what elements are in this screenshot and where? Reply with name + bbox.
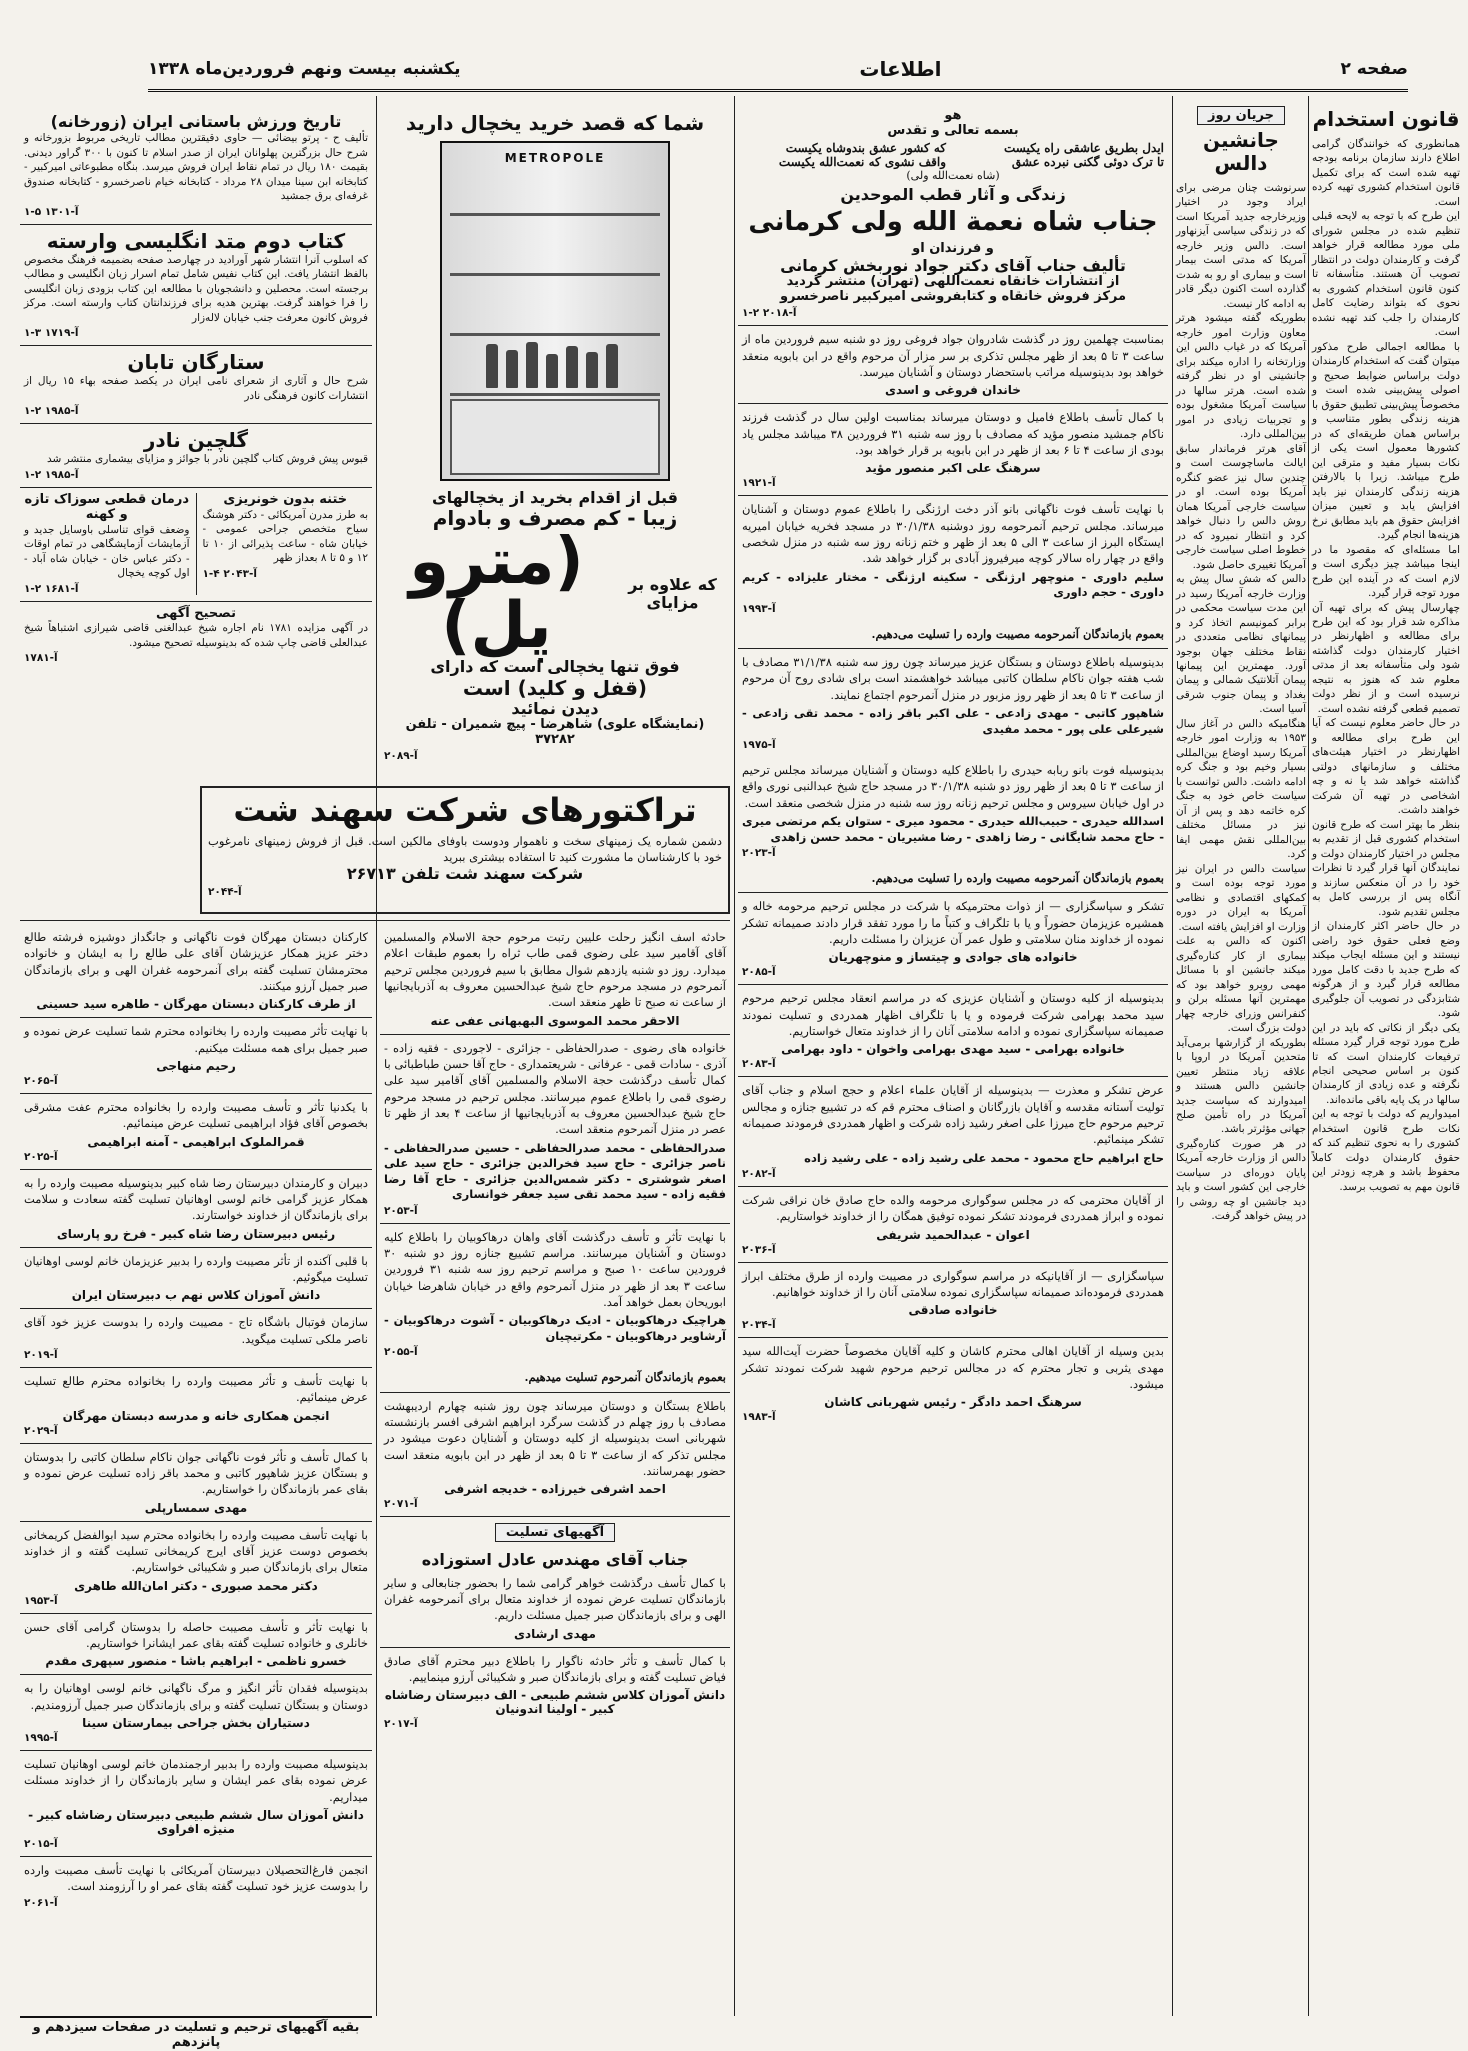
fridge-brand-label: METROPOLE	[504, 151, 606, 165]
notice-signature: اسدالله حیدری - حبیب‌الله حیدری - محمود میری - ستوان یکم مرتضی میری - حاج محمد شایگانی - رضا زاهدی - رضا مشیریان - محمد حسن زاهدی	[742, 814, 1164, 844]
book-sale: مرکز فروش خانقاه و کتابفروشی امیرکبیر ناصرخسرو	[779, 289, 1127, 305]
ad-code: آ-۲۰۲۹	[24, 1424, 58, 1437]
notice-text: بعموم بازماندگان آنمرحومه مصیبت وارده را تسلیت می‌دهیم.	[871, 871, 1164, 886]
notice-text: کارکنان دبستان مهرگان فوت ناگهانی و جانگداز دوشیزه فرشته طالع دختر عزیز همکار عزیزشان آقای علی طالع را به ایشان و خانواده محترمشان تسلیت گفته برای آنمرحومه غفران الهی و برای بازماندگان صبر جمیل آرزو میکنند.	[24, 930, 368, 993]
column-rule	[1172, 96, 1173, 2016]
editorial-column	[1312, 108, 1460, 2008]
poem-line: ایدل بطریق عاشقی راه یکیست	[1004, 140, 1164, 155]
notice-text: با نهایت تأسف فوت ناگهانی بانو آذر دخت ارژنگی را باطلاع عموم دوستان و آشنایان میرساند. مجلس ترحیم آنمرحومه روز دوشنبه ۳۰/۱/۳۸ در مسجد فخریه خیابان امیریه ایستگاه البرز از ساعت ۳ الی ۵ بعد از ظهر و ختم زنانه روز سه شنبه در منزل شخصی واقع در چهار راه سالار کوچه میرفیروز آبادی بر گزار خواهد شد.	[742, 502, 1164, 566]
editorial-paragraph: چهارسال پیش که برای تهیه آن مذاکره شد قرار بود که این طرح برای مطالعه و اظهارنظر در اختیار کارمندان دولت گذاشته شود ولی متأسفانه بعد از مدتی معلوم شد که هنوز به نتیجه نرسیده است و از نظر دولت تصمیم قطعی گرفته نشده است.	[1312, 601, 1460, 715]
notice	[20, 1094, 372, 1170]
notice-text: بدینوسیله مصیبت وارده را بدبیر ارجمندمان خانم لوسی اوهانیان تسلیت عرض نموده بقای عمر ایشان و سایر بازماندگان را از خداوند مسئلت میداریم.	[24, 1756, 368, 1804]
ad-code: آ-۱۶۸۱ ۲-۱	[24, 582, 79, 595]
showroom-address: (نمایشگاه علوی) شاهرضا - پیچ شمیران - تلفن ۳۷۲۸۲	[405, 717, 705, 748]
news-title: جانشین دالس	[1203, 128, 1279, 175]
ad-code: آ-۲۰۸۳	[742, 1058, 776, 1071]
ad-code: آ-۱۹۲۱	[742, 477, 776, 490]
notice-signature: حاج ابراهیم حاج محمود - محمد علی رشید زاده - علی رشید زاده	[804, 1150, 1164, 1165]
notice-signature: دانش آموزان سال ششم طبیعی دبیرستان رضاشاه کبیر - منیژه افراوی	[28, 1807, 364, 1836]
ad-code: آ-۲۰۱۷	[384, 1718, 418, 1731]
masthead	[148, 48, 1408, 92]
editorial-body	[1312, 137, 1460, 1194]
notice	[20, 1309, 372, 1368]
news-paragraph: بطوریکه از گزارشها برمی‌آید متحدین آمریکا در اروپا با علاقه زیاد منتظر تعیین جانشین دالس هستند و امیدوارند که سیاست جدید آمریکا در راه تأمین صلح جهانی مؤثرتر باشد.	[1176, 1036, 1306, 1136]
fridge-ad-line: که علاوه بر مزایای	[628, 575, 717, 613]
notice	[20, 1170, 372, 1248]
notice	[380, 1393, 730, 1518]
fridge-ad-line: دیدن نمائید	[511, 698, 599, 718]
editorial-paragraph: این طرح که با توجه به لایحه قبلی تنظیم شده در مجلس شورای ملی مورد مطالعه قرار خواهد گرفت و کارمندان دولت در انتظار تصویب آن هستند. متأسفانه تا کنون قانون استخدام کشوری به نحوی که بتواند رضایت کامل کارمندان را جلب کند تهیه نشده است.	[1312, 210, 1460, 339]
editorial-paragraph: اما مسئله‌ای که مقصود ما در اینجا میباشد چیز دیگری است و لازم است که در آینده این طرح مورد توجه قرار گیرد.	[1312, 543, 1460, 600]
classified-ad	[20, 108, 372, 225]
classified-title: ستارگان تابان	[127, 350, 265, 375]
ad-code: آ-۲۰۸۹	[384, 750, 418, 763]
ad-code: آ-۲۰۳۴	[742, 1319, 776, 1332]
condolence	[380, 1570, 730, 1648]
condolence-column	[20, 924, 372, 2016]
fridge-ad-line: قبل از اقدام بخرید از یخچالهای	[431, 488, 678, 507]
news-paragraph: بطوریکه گفته میشود هرتر معاون وزارت امور خارجه آمریکا که در غیاب دالس این وزارتخانه را اداره میکند برای جانشینی او در نظر گرفته شده است. هرتر سالها در سیاست آمریکا مشغول بوده و تجربیات زیادی در امور بین‌المللی دارد.	[1176, 312, 1306, 441]
notice	[738, 404, 1168, 496]
notice-text: با قلبی آکنده از تأثر مصیبت وارده را بدبیر عزیزمان خانم لوسی اوهانیان تسلیت میگوئیم.	[24, 1253, 368, 1284]
news-paragraph: اکنون که دالس به علت بیماری از کار کناره‌گیری میکند جانشین او با مسائل مهمی روبرو خواهد بود که مهمترین آنها مسئله برلن و کنفرانس وزرای خارجه چهار دولت بزرگ است.	[1176, 935, 1306, 1035]
condolence	[380, 1546, 730, 1569]
notice-signature: رحیم منهاجی	[156, 1058, 236, 1073]
news-paragraph: هنگامیکه دالس در آغاز سال ۱۹۵۳ به وزارت امور خارجه آمریکا رسید اوضاع بین‌المللی بسیار وخیم بود و جنگ کره ادامه داشت. دالس توانست با سیاست خاص خود به جنگ کره خاتمه دهد و پس از آن نیز در مسائل مختلف بین‌المللی نقش مهمی ایفا کرد.	[1176, 717, 1306, 861]
notice	[20, 1444, 372, 1522]
ad-code: آ-۱۹۹۳	[742, 602, 776, 615]
section-rule	[20, 920, 730, 921]
notice-text: با کمال تأسف باطلاع فامیل و دوستان میرساند بمناسبت اولین سال در گذشت فرزند ناکام جمشید منصور مؤید که مصادف با روز سه شنبه ۳۱ فروردین ۳۸ میباشد مجلس یاد بودی از ساعت ۴ تا ۶ بعد از ظهر در ابن بابویه بر قرار خواهد بود.	[742, 410, 1164, 457]
notice-text: انجمن فارغ‌التحصیلان دبیرستان آمریکائی با نهایت تأسف مصیبت وارده را بدوست عزیز خود تسلیت گفته بقای عمر او را آرزومند است.	[24, 1862, 368, 1894]
notice	[20, 1751, 372, 1857]
notice-signature: مهدی سمسارپلی	[144, 1500, 248, 1515]
fridge-shelf	[450, 213, 660, 216]
ad-code: آ-۱۳۰۱ ۵-۱	[24, 205, 79, 218]
book-and: و فرزندان او	[912, 241, 994, 257]
ad-code: آ-۲۰۳۶	[742, 1243, 776, 1256]
notice-text: بدین وسیله از آقایان اهالی محترم کاشان و کلیه آقایان مخصوصاً حضرت آیت‌الله سید مهدی یثربی و تجار محترم که در مجالس ترحیم مرحوم شهید شرکت نمودند تشکر میشود.	[742, 1344, 1164, 1392]
ad-code: آ-۲۰۸۲	[742, 1168, 776, 1181]
editorial-paragraph: امیدواریم که دولت با توجه به این نکات طرح قانون استخدام کشوری را به نحوی تنظیم کند که حقوق کارمندان دولت کاملاً محفوظ باشد و هرچه زودتر این قانون مهم به تصویب برسد.	[1312, 1108, 1460, 1193]
notice-signature: مهدی ارشادی	[514, 1626, 596, 1641]
tractor-ad-title: تراکتورهای شرکت سهند شت	[233, 791, 697, 829]
correction-notice	[20, 602, 372, 671]
continued-notice: بقیه آگهیهای ترحیم و تسلیت در صفحات سیزدهم و پانزدهم	[32, 2020, 360, 2050]
fridge-crisper	[450, 399, 660, 475]
notice-signature: سلیم داوری - منوچهر ارژنگی - سکینه ارژنگی - مختار علیزاده - کریم داوری - حجم داوری	[742, 569, 1164, 600]
issue-date: یکشنبه بیست ونهم فروردین‌ماه ۱۳۳۸	[148, 58, 461, 79]
notice	[738, 621, 1168, 649]
column-rule	[1308, 96, 1309, 2016]
editorial-paragraph: در حال حاضر اکثر کارمندان از وضع فعلی حقوق خود راضی نیستند و این مسئله ایجاب میکند که طرح جدید با دقت کامل مورد مطالعه قرار گیرد و از هرگونه شتابزدگی در تصویب آن جلوگیری شود.	[1312, 920, 1460, 1020]
ad-code: آ-۱۹۸۵ ۲-۱	[24, 405, 79, 418]
ad-code: آ-۱۷۱۹ ۳-۱	[24, 327, 79, 340]
ad-code: آ-۲۰۴۴	[208, 885, 242, 898]
ad-code: آ-۲۰۴۳ ۴-۱	[202, 567, 257, 580]
poem-credit: (شاه نعمت‌الله ولی)	[906, 168, 1000, 182]
notice-signature: اعوان - عبدالحمید شریفی	[876, 1227, 1030, 1242]
condolence-recipient: جناب آقای مهندس عادل استوزاده	[421, 1550, 689, 1570]
notice-signature: خانواده بهرامی - سید مهدی بهرامی واخوان - داود بهرامی	[781, 1042, 1125, 1057]
classified-body: شرح حال و آثاری از شعرای نامی ایران در یکصد صفحه بهاء ۱۵ ریال از انتشارات کانون فرهنگی نادر	[24, 375, 369, 402]
notice-signature: هراچیک درهاکوبیان - ادیک درهاکوبیان - آشوت درهاکوبیان - آرشاویر درهاکوبیان - مکرتیچیان	[384, 1313, 726, 1343]
section-label: جریان روز	[1197, 106, 1285, 125]
notice	[20, 1522, 372, 1614]
tractor-ad-company: شرکت سهند شت تلفن ۲۶۷۱۳	[346, 864, 584, 884]
page-number: صفحه ۲	[1340, 58, 1408, 79]
notice-signature: الاحقر محمد الموسوی البهبهانی عفی عنه	[430, 1013, 680, 1028]
section-label: آگهیهای تسلیت	[495, 1523, 615, 1542]
notice	[380, 1364, 730, 1392]
notice-signature: از طرف کارکنان دبستان مهرگان - طاهره سید حسینی	[36, 997, 356, 1012]
ad-code: آ-۲۰۱۹	[24, 1348, 58, 1361]
classified-body: تألیف ح - پرتو بیضائی — حاوی دقیقترین مطالب تاریخی مربوط بزورخانه و شرح حال بزرگترین پهلوانان ایران از صدر اسلام تا کنون با ۳۰۰ گراور دیدنی. بقیمت ۱۸۰ ریال در تمام نقاط ایران فروش میرسد. بنگاه مطبوعاتی امیرکبیر - کتابخانه ابن سینا میدان ۲۸ مرداد - کتابخانه خیام ناصرخسرو - کتابخانه صندوق غرفه‌ای برق جمشید	[24, 132, 368, 203]
notice-signature: خاندان فروغی و اسدی	[885, 383, 1021, 398]
fridge-ad-line: فوق تنها یخچالی است که دارای	[430, 657, 680, 677]
notice	[20, 1368, 372, 1444]
news-column	[1176, 104, 1306, 2004]
notice-text: بدینوسیله از کلیه دوستان و آشنایان عزیزی که در مراسم انعقاد مجلس ترحیم مرحوم سید محمد بهرامی شرکت فرموده و یا با تلگراف اظهار همدردی و تسلیت نمودند صمیمانه سپاسگزاری نموده و ادامه سلامتی آنان را از خداوند متعال خواستاریم.	[742, 991, 1164, 1038]
notice	[20, 1248, 372, 1310]
fridge-bottles	[482, 339, 632, 391]
fridge-ad-line: زیبا - کم مصرف و بادوام	[432, 506, 678, 531]
classified-ad	[196, 493, 369, 595]
news-paragraph: دالس که شش سال پیش به وزارت خارجه آمریکا رسید در این مدت سیاست محکمی در برابر کمونیسم اتخاذ کرد و پیمانهای نظامی متعددی در نقاط مختلف جهان بوجود آورد. مهمترین این پیمانها پیمان آتلانتیک شمالی و پیمان بغداد و پیمان جنوب شرقی آسیا است.	[1176, 573, 1306, 716]
notice-text: خانواده های رضوی - صدرالحفاظی - جزائری - لاجوردی - فقیه زاده - آذری - سادات قمی - عرفانی - شریعتمداری - حاج آقا حسن طباطبائی با کمال تأسف درگذشت حجة الاسلام والمسلمین آقای آقامیر سید علی رضوی قمی را باطلاع عموم میرسانند. مجلس ترحیم در مسجد مرحوم حاج شیخ عبدالحسین معروف به آذربایجانیها از ساعت ۴ بعد از ظهر تا عصر در منزل آنمرحوم منعقد است.	[384, 1040, 726, 1137]
ad-code: آ-۲۰۵۳	[384, 1204, 418, 1217]
notice-text: تشکر و سپاسگزاری — از ذوات محترمیکه با شرکت در مجلس ترحیم مرحومه خاله و همشیره عزیزمان حضوراً و یا با تلگراف و کتباً ما را مورد تفقد قرار دادند صمیمانه تشکر نموده از خداوند منان سلامتی و طول عمر آن عزیزان را مسئلت داریم.	[742, 899, 1164, 947]
notice	[380, 1035, 730, 1224]
news-body	[1176, 181, 1306, 1224]
brand-name: (مترو پل)	[409, 525, 584, 664]
correction-body: در آگهی مزایده ۱۷۸۱ نام اجاره شیخ عبدالغنی قاضی شیرازی اشتباهاً شیخ عبدالعلی قاضی چاپ شده که بدینوسیله تصحیح میشود.	[24, 622, 368, 649]
classified-body: که اسلوب آنرا انتشار شهر آورادید در چهارصد صفحه بضمیمه فرهنگ مخصوص بالفظ انتشار یافت. این کتاب نفیس شامل تمام اسرار زبان انگلیسی و مطالب برجسته است. محصلین و دانشجویان با مطالعه این کتاب بزودی زبان انگلیسی را فرا خواهند گرفت. بهترین هدیه برای فرزندانتان کتاب وارسته است. مرکز فروش کانون معرفت جنب خیابان لاله‌زار	[24, 253, 368, 324]
notice-signature: انجمن همکاری خانه و مدرسه دبستان مهرگان	[62, 1408, 330, 1423]
fridge-shelf	[450, 393, 660, 396]
news-paragraph: در هر صورت کناره‌گیری دالس از وزارت خارجه آمریکا پایان دوره‌ای در سیاست خارجی این کشور است و باید دید جانشین او چه روشی را در پیش خواهد گرفت.	[1176, 1137, 1306, 1223]
book-subject: جناب شاه نعمة الله ولی کرمانی	[748, 207, 1158, 238]
notice-text: سازمان فوتبال باشگاه تاج - مصیبت وارده را بدوست عزیز خود آقای ناصر ملکی تسلیت میگوید.	[24, 1315, 368, 1346]
editorial-paragraph: یکی دیگر از نکاتی که باید در این طرح مورد توجه قرار گیرد مسئله ترفیعات کارمندان است که تا کنون بر اساس صحیحی انجام نگرفته و عده زیادی از کارمندان سالها در یک پایه باقی مانده‌اند.	[1312, 1021, 1460, 1106]
bottle	[606, 344, 618, 388]
editorial-paragraph: همانطوری که خوانندگان گرامی اطلاع دارند سازمان برنامه بودجه تهیه شده است که برای تکمیل قانون استخدام کشوری تهیه کرده است.	[1312, 138, 1460, 208]
notices-column	[738, 104, 1168, 2010]
bottle	[546, 354, 558, 388]
notice-signature: دکتر محمد صبوری - دکتر امان‌الله طاهری	[74, 1578, 318, 1593]
notice-text: با نهایت تأسف مصیبت وارده را بخانواده محترم سید ابوالفضل کریمخانی بخصوص دوست عزیز آقای ایرج کریمخانی تسلیت گفته و از خداوند متعال برای بازماندگان صبر و شکیبائی خواستاریم.	[24, 1527, 368, 1575]
small-ads-row	[20, 488, 372, 602]
news-paragraph: سیاست دالس در ایران نیز مورد توجه بوده است و کمکهای اقتصادی و نظامی آمریکا به ایران در دوره وزارت او افزایش یافته است.	[1176, 862, 1306, 933]
ad-code: آ-۲۰۲۵	[24, 1150, 58, 1163]
book-ad	[738, 104, 1168, 326]
notice	[738, 893, 1168, 985]
notice	[380, 924, 730, 1035]
condolence	[380, 1648, 730, 1737]
classifieds-column	[20, 108, 372, 770]
ad-code: آ-۲۰۷۱	[384, 1498, 418, 1511]
bottle	[566, 346, 578, 388]
notice	[738, 326, 1168, 404]
classified-title: کتاب دوم متد انگلیسی وارسته	[46, 228, 346, 253]
notice-signature: قمرالملوک ابراهیمی - آمنه ابراهیمی	[87, 1134, 305, 1149]
classified-ad	[20, 424, 372, 487]
tractor-ad-body: دشمن شماره یک زمینهای سخت و ناهموار ودوست باوفای مالکین است. قبل از فروش زمینهای نامرغوب خود با کارشناسان ما مشورت کنید تا استفاده بیشتری ببرید	[208, 833, 722, 865]
brand-row	[384, 525, 726, 664]
bottle	[486, 344, 498, 388]
news-paragraph: سرنوشت چنان مرضی برای ایراد وجود در اختیار وزیرخارجه جدید آمریکا است که در زندگی سیاسی آیزنهاور است. دالس وزیر خارجه آمریکا که مدتی است بیمار است و بیماری او رو به شدت گذارده است اکنون دیگر قادر به ادامه کار نیست.	[1176, 182, 1306, 310]
notice-text: با یکدنیا تأثر و تأسف مصیبت وارده را بخانواده محترم عفت مشرقی بخصوص آقای فؤاد ابراهیمی تسلیت عرض مینمائیم.	[24, 1099, 368, 1131]
news-paragraph: آقای هرتر فرماندار سابق ایالت ماساچوست است و چندین سال نیز عضو کنگره آمریکا بوده است. او در سیاست خارجی آمریکا همان روش دالس را دنبال خواهد کرد و انتظار نمیرود که در خطوط اصلی سیاست خارجی آمریکا تغییری حاصل شود.	[1176, 442, 1306, 571]
notice-text: با نهایت تأثر مصیبت وارده را بخانواده محترم شما تسلیت عرض نموده و صبر جمیل برای همه مسئلت میکنیم.	[24, 1024, 368, 1055]
notice	[20, 1857, 372, 1915]
fridge-ad	[380, 108, 730, 783]
ad-code: آ-۲۰۶۱	[24, 1896, 58, 1909]
poem	[742, 141, 1164, 169]
notice-text: بعموم بازماندگان آنمرحومه مصیبت وارده را تسلیت می‌دهیم.	[871, 626, 1164, 641]
fridge-shelf	[450, 273, 660, 276]
ad-code: آ-۲۰۸۵	[742, 966, 776, 979]
bottle	[526, 342, 538, 388]
notice-signature: دانش آموزان کلاس ششم طبیعی - الف دبیرستان رضاشاه کبیر - اولینا اندونیان	[384, 1688, 726, 1717]
obituary-column	[380, 924, 730, 2010]
fridge-ad-line: (قفل و کلید) است	[462, 675, 648, 700]
notice-text: بمناسبت چهلمین روز در گذشت شادروان جواد فروغی روز دو شنبه سیم فروردین ماه از ساعت ۳ تا ۵ بعد از ظهر مجلس تذکری بر سر مزار آن مرحوم واقع در ابن بابویه منعقد خواهد بود بدینوسیله مراتب باستحضار دوستان و آشنایان میرسد.	[742, 332, 1164, 380]
ad-code: آ-۲۰۵۵	[384, 1346, 418, 1359]
classified-title: گلچین نادر	[143, 428, 249, 453]
notice-text: بدینوسیله باطلاع دوستان و بستگان عزیز میرساند چون روز سه شنبه ۳۱/۱/۳۸ مصادف با شب هفته جوان ناکام سلطان کاتبی میباشد خواهشمند است برای شادی روح آن مرحوم از ساعت ۳ تا ۵ بعد از ظهر روز مزبور در منزل آنمرحوم اجتماع نمایند.	[742, 655, 1164, 702]
notice-text: بعموم بازماندگان آنمرحوم تسلیت میدهیم.	[524, 1370, 726, 1385]
notice	[380, 1224, 730, 1365]
bismillah: بسمه تعالی و تقدس	[887, 122, 1019, 138]
classified-ad	[20, 346, 372, 424]
notice-text: با کمال تأسف و تأثر فوت ناگهانی جوان ناکام سلطان کاتبی را بدوستان و بستگان عزیز شاهپور کاتبی و محمد باقر زاده تسلیت عرض نموده و بقای عمر بازماندگان را خواستاریم.	[24, 1449, 368, 1497]
invocation: هو	[944, 108, 962, 123]
book-publisher: از انتشارات خانقاه نعمت‌اللهی (تهران) منتشر گردید	[786, 274, 1120, 290]
notice-signature: سرهنگ علی اکبر منصور مؤید	[865, 461, 1041, 476]
notice-text: با نهایت تأثر و تأسف درگذشت آقای واهان درهاکوبیان را باطلاع کلیه دوستان و آشنایان میرسانند. مراسم تشییع جنازه روز دو شنبه ۳۰ فروردین ساعت ۱۰ صبح و مراسم ترحیم روز سه شنبه ۳۱ فروردین ساعت ۳ بعد از ظهر در منزل آنمرحوم واقع در خیابان شاهرضا خیابان ابوریحان بعمل خواهد آمد.	[384, 1229, 727, 1309]
notice	[738, 865, 1168, 893]
classified-title: درمان قطعی سوزاک تازه و کهنه	[24, 491, 190, 522]
editorial-title: قانون استخدام	[1312, 107, 1460, 131]
notice-text: بدینوسیله فقدان تأثر انگیز و مرگ ناگهانی خانم لوسی اوهانیان را به دوستان و بستگان تسلیت گفته و برای بازماندگان صبر جمیل آرزومندیم.	[24, 1681, 368, 1712]
ad-code: آ-۱۹۸۳	[742, 1411, 776, 1424]
ad-code: آ-۲۰۲۳	[742, 847, 776, 860]
notice-text: دبیران و کارمندان دبیرستان رضا شاه کبیر بدینوسیله مصیبت وارده را به همکار عزیز گرامی خانم لوسی اوهانیان تسلیت گفته سعادت و سلامت برای بازماندگان از خداوند خواستارند.	[24, 1175, 368, 1223]
notice-text: بدینوسیله فوت بانو ربابه حیدری را باطلاع کلیه دوستان و آشنایان میرساند مجلس ترحیم از ساعت ۳ تا ۵ بعد از ظهر روز دو شنبه ۳۰/۱/۳۸ در مسجد حاج شیخ عبدالنبی نوری واقع در اول خیابان سیروس و مجلس ترحیم زنانه روز سه شنبه در منزل شخصی منعقد است.	[742, 763, 1164, 810]
bottle	[586, 352, 598, 388]
notice-text: سپاسگزاری — از آقایانیکه در مراسم سوگواری در مصیبت وارده از طرق مختلف ابراز همدردی فرموده‌اند صمیمانه سپاسگزاری نموده سلامتی آنان را از خداوند خواهانیم.	[742, 1268, 1164, 1300]
poem-line: که کشور عشق بندوشاه یکیست	[785, 140, 946, 155]
ad-code: آ-۲۰۱۸ ۲-۱	[742, 307, 797, 320]
notice-text: از آقایان محترمی که در مجلس سوگواری مرحومه والده حاج صادق خان نراقی شرکت نموده و ابراز همدردی فرمودند تشکر نموده توفیق همگان را از خداوند خواستاریم.	[742, 1193, 1164, 1224]
column-rule	[734, 96, 735, 2016]
notice	[20, 924, 372, 1018]
book-intro: زندگی و آثار قطب الموحدین	[840, 184, 1066, 204]
notice	[738, 496, 1168, 620]
classified-ad	[20, 225, 372, 346]
column-rule	[376, 96, 377, 2016]
notice-text: با کمال تأسف درگذشت خواهر گرامی شما را بحضور جنابعالی و سایر بازماندگان تسلیت عرض نموده از خداوند متعال برای آنمرحومه غفران الهی و برای بازماندگان صبر جمیل مسئلت داریم.	[384, 1575, 726, 1623]
correction-title: تصحیح آگهی	[155, 605, 236, 621]
notice	[738, 1338, 1168, 1429]
ad-code: آ-۱۹۷۵	[742, 739, 776, 752]
notice	[738, 1263, 1168, 1339]
editorial-paragraph: بنظر ما بهتر است که طرح قانون استخدام کشوری قبل از تقدیم به مجلس در اختیار کارمندان دولت و نمایندگان آنها قرار گیرد تا نظرات خود را در آن منعکس سازند و آنگاه پس از بررسی کامل به مجلس تقدیم شود.	[1312, 818, 1460, 918]
paper-name: اطلاعات	[859, 56, 942, 81]
notice-text: حادثه اسف انگیز رحلت علیین رتبت مرحوم حجة الاسلام والمسلمین آقای آقامیر سید علی رضوی قمی طاب ثراه را بعموم طبقات اعلام میدارد. روز دو شنبه یازدهم شوال مطابق با سیم فروردین مجلس ترحیم آنمرحوم در مسجد مرحوم حاج شیخ عبدالحسین معروف به آذربایجانیها از ساعت نه صبح تا ظهر منعقد است.	[384, 930, 726, 1010]
notice-text: باطلاع بستگان و دوستان میرساند چون روز شنبه چهارم اردیبهشت مصادف با روز چهلم در گذشت سرگرد ابراهیم اشرفی افسر بازنشسته شهربانی است بدینوسیله از کلیه دوستان و آشنایان دعوت میشود در مجلس تذکر که از ساعت ۳ تا ۵ بعد از ظهر در ابن بابویه منعقد است حضور بهمرسانند.	[384, 1398, 726, 1478]
ad-code: آ-۱۹۸۵ ۲-۱	[24, 468, 79, 481]
notice	[738, 1077, 1168, 1187]
classified-body: قبوس پیش فروش کتاب گلچین نادر با جوائز و مزایای بیشماری منتشر شد	[46, 453, 368, 466]
notice-signature: خانواده صادقی	[908, 1303, 998, 1318]
fridge-illustration	[440, 141, 670, 481]
fridge-shelf	[450, 333, 660, 336]
notice-signature: رئیس دبیرستان رضا شاه کبیر - فرخ رو پارسای	[56, 1226, 336, 1241]
notice-text: با کمال تأسف و تأثر حادثه ناگوار را باطلاع دبیر محترم آقای صادق فیاض تسلیت گفته و برای بازماندگان صبر و شکیبائی آرزو مینماییم.	[384, 1653, 726, 1685]
notice	[738, 1187, 1168, 1263]
notice-text: عرض تشکر و معذرت — بدینوسیله از آقایان علماء اعلام و حجج اسلام و جناب آقای تولیت آستانه مقدسه و آقایان بازرگانان و اصناف محترم قم که در تشییع جنازه و مجالس ترحیم مرحوم حاج میرزا علی اصغر رشید زاده شرکت و اظهار همدردی فرمودند صمیمانه تشکر مینمائیم.	[742, 1083, 1164, 1147]
notice-signature: سرهنگ احمد دادگر - رئیس شهربانی کاشان	[824, 1395, 1082, 1410]
notice	[20, 1675, 372, 1751]
classified-body: وضعف قوای تناسلی باوسایل جدید و آزمایشات آزمایشگاهی در تمام اوقات - دکتر عباس خان - خیابان شاه آباد - اول کوچه یخچال	[24, 523, 190, 580]
classified-title: ختنه بدون خونریزی	[223, 491, 348, 507]
book-author: تألیف جناب آقای دکتر جواد نوربخش کرمانی	[780, 256, 1126, 276]
notice-signature: شاهپور کاتبی - مهدی زادعی - علی اکبر باقر زاده - محمد تقی زادعی - شیرعلی علی پور - محمد مفیدی	[742, 705, 1164, 736]
notice-signature: صدرالحفاظی - محمد صدرالحفاظی - حسین صدرالحفاظی - ناصر جزائری - حاج سید فخرالدین جزائری - حاج سید علی اصغر شوشتری - دکتر شمس‌الدین جزائری - حاج آقا رضا فقیه زاده - سید محمد تقی سید جعفر خوانساری	[384, 1140, 726, 1202]
ad-code: آ-۱۷۸۱	[24, 652, 58, 665]
ad-code: آ-۱۹۵۳	[24, 1594, 58, 1607]
classified-title: تاریخ ورزش باستانی ایران (زورخانه)	[50, 112, 342, 131]
notice-signature: دستیاران بخش جراحی بیمارستان سینا	[82, 1715, 310, 1730]
ad-code: آ-۲۰۶۵	[24, 1074, 58, 1087]
ad-code: آ-۱۹۹۵	[24, 1731, 58, 1744]
notice	[738, 649, 1168, 757]
ad-code: آ-۲۰۱۵	[24, 1837, 58, 1850]
notice-text: با نهایت تأثر و تأسف مصیبت حاصله را بدوستان گرامی آقای حسن خانلری و خانواده تسلیت گفته بقای عمر ایشانرا خواستاریم.	[24, 1619, 368, 1650]
classified-ad	[24, 493, 196, 595]
notice-signature: خسرو ناظمی - ابراهیم باشا - منصور سپهری مقدم	[45, 1654, 347, 1669]
classified-body: به طرز مدرن آمریکائی - دکتر هوشنگ سیاح متخصص جراحی عمومی - خیابان شاه - ساعت پذیرائی از ۱۰ تا ۱۲ و ۵ تا ۸ بعداز ظهر	[202, 508, 368, 565]
notice	[738, 985, 1168, 1077]
poem-line: واقف نشوی که نعمت‌الله یکیست	[778, 154, 946, 169]
notice-signature: احمد اشرفی خیرزاده - خدیجه اشرفی	[444, 1482, 666, 1497]
tractor-ad	[200, 786, 730, 914]
notice	[20, 1018, 372, 1094]
bottle	[506, 350, 518, 388]
notice	[20, 1614, 372, 1676]
editorial-paragraph: در حال حاضر معلوم نیست که آیا این طرح برای مطالعه و اظهارنظر در اختیار هیئت‌های مختلف و سازمانهای دولتی گذاشته خواهد شد یا نه و چه اشخاصی در تهیه آن شرکت خواهند داشت.	[1312, 717, 1460, 817]
fridge-ad-headline: شما که قصد خرید یخچال دارید	[405, 111, 705, 135]
notice-signature: دانش آموزان کلاس نهم ب دبیرستان ایران	[71, 1288, 321, 1303]
notice-signature: خانواده های جوادی و چیتساز و منوچهریان	[828, 950, 1078, 965]
poem-line: تا ترک دوئی گکنی نبرده عشق	[1011, 154, 1164, 169]
notice	[738, 757, 1168, 865]
page-footer	[20, 2016, 372, 2050]
editorial-paragraph: با مطالعه اجمالی طرح مذکور میتوان گفت که استخدام کارمندان دولت براساس ضوابط صحیح و اصولی پیش‌بینی شده است و مخصوصاً پیش‌بینی تطبیق حقوق با هزینه زندگی بطور متناسب و براساس همان طریقه‌ای که در کشورها معمول است یکی از نکات بسیار مفید و مترقی این طرح میباشد. زیرا با بالارفتن هزینه زندگی کارمندان نیز باید افزایش یابد و تعیین میزان افزایش حقوق هم باید مطابق نرخ هزینه‌ها انجام گیرد.	[1311, 340, 1460, 542]
notice-text: با نهایت تأسف و تأثر مصیبت وارده را بخانواده محترم طالع تسلیت عرض مینمائیم.	[24, 1373, 368, 1405]
